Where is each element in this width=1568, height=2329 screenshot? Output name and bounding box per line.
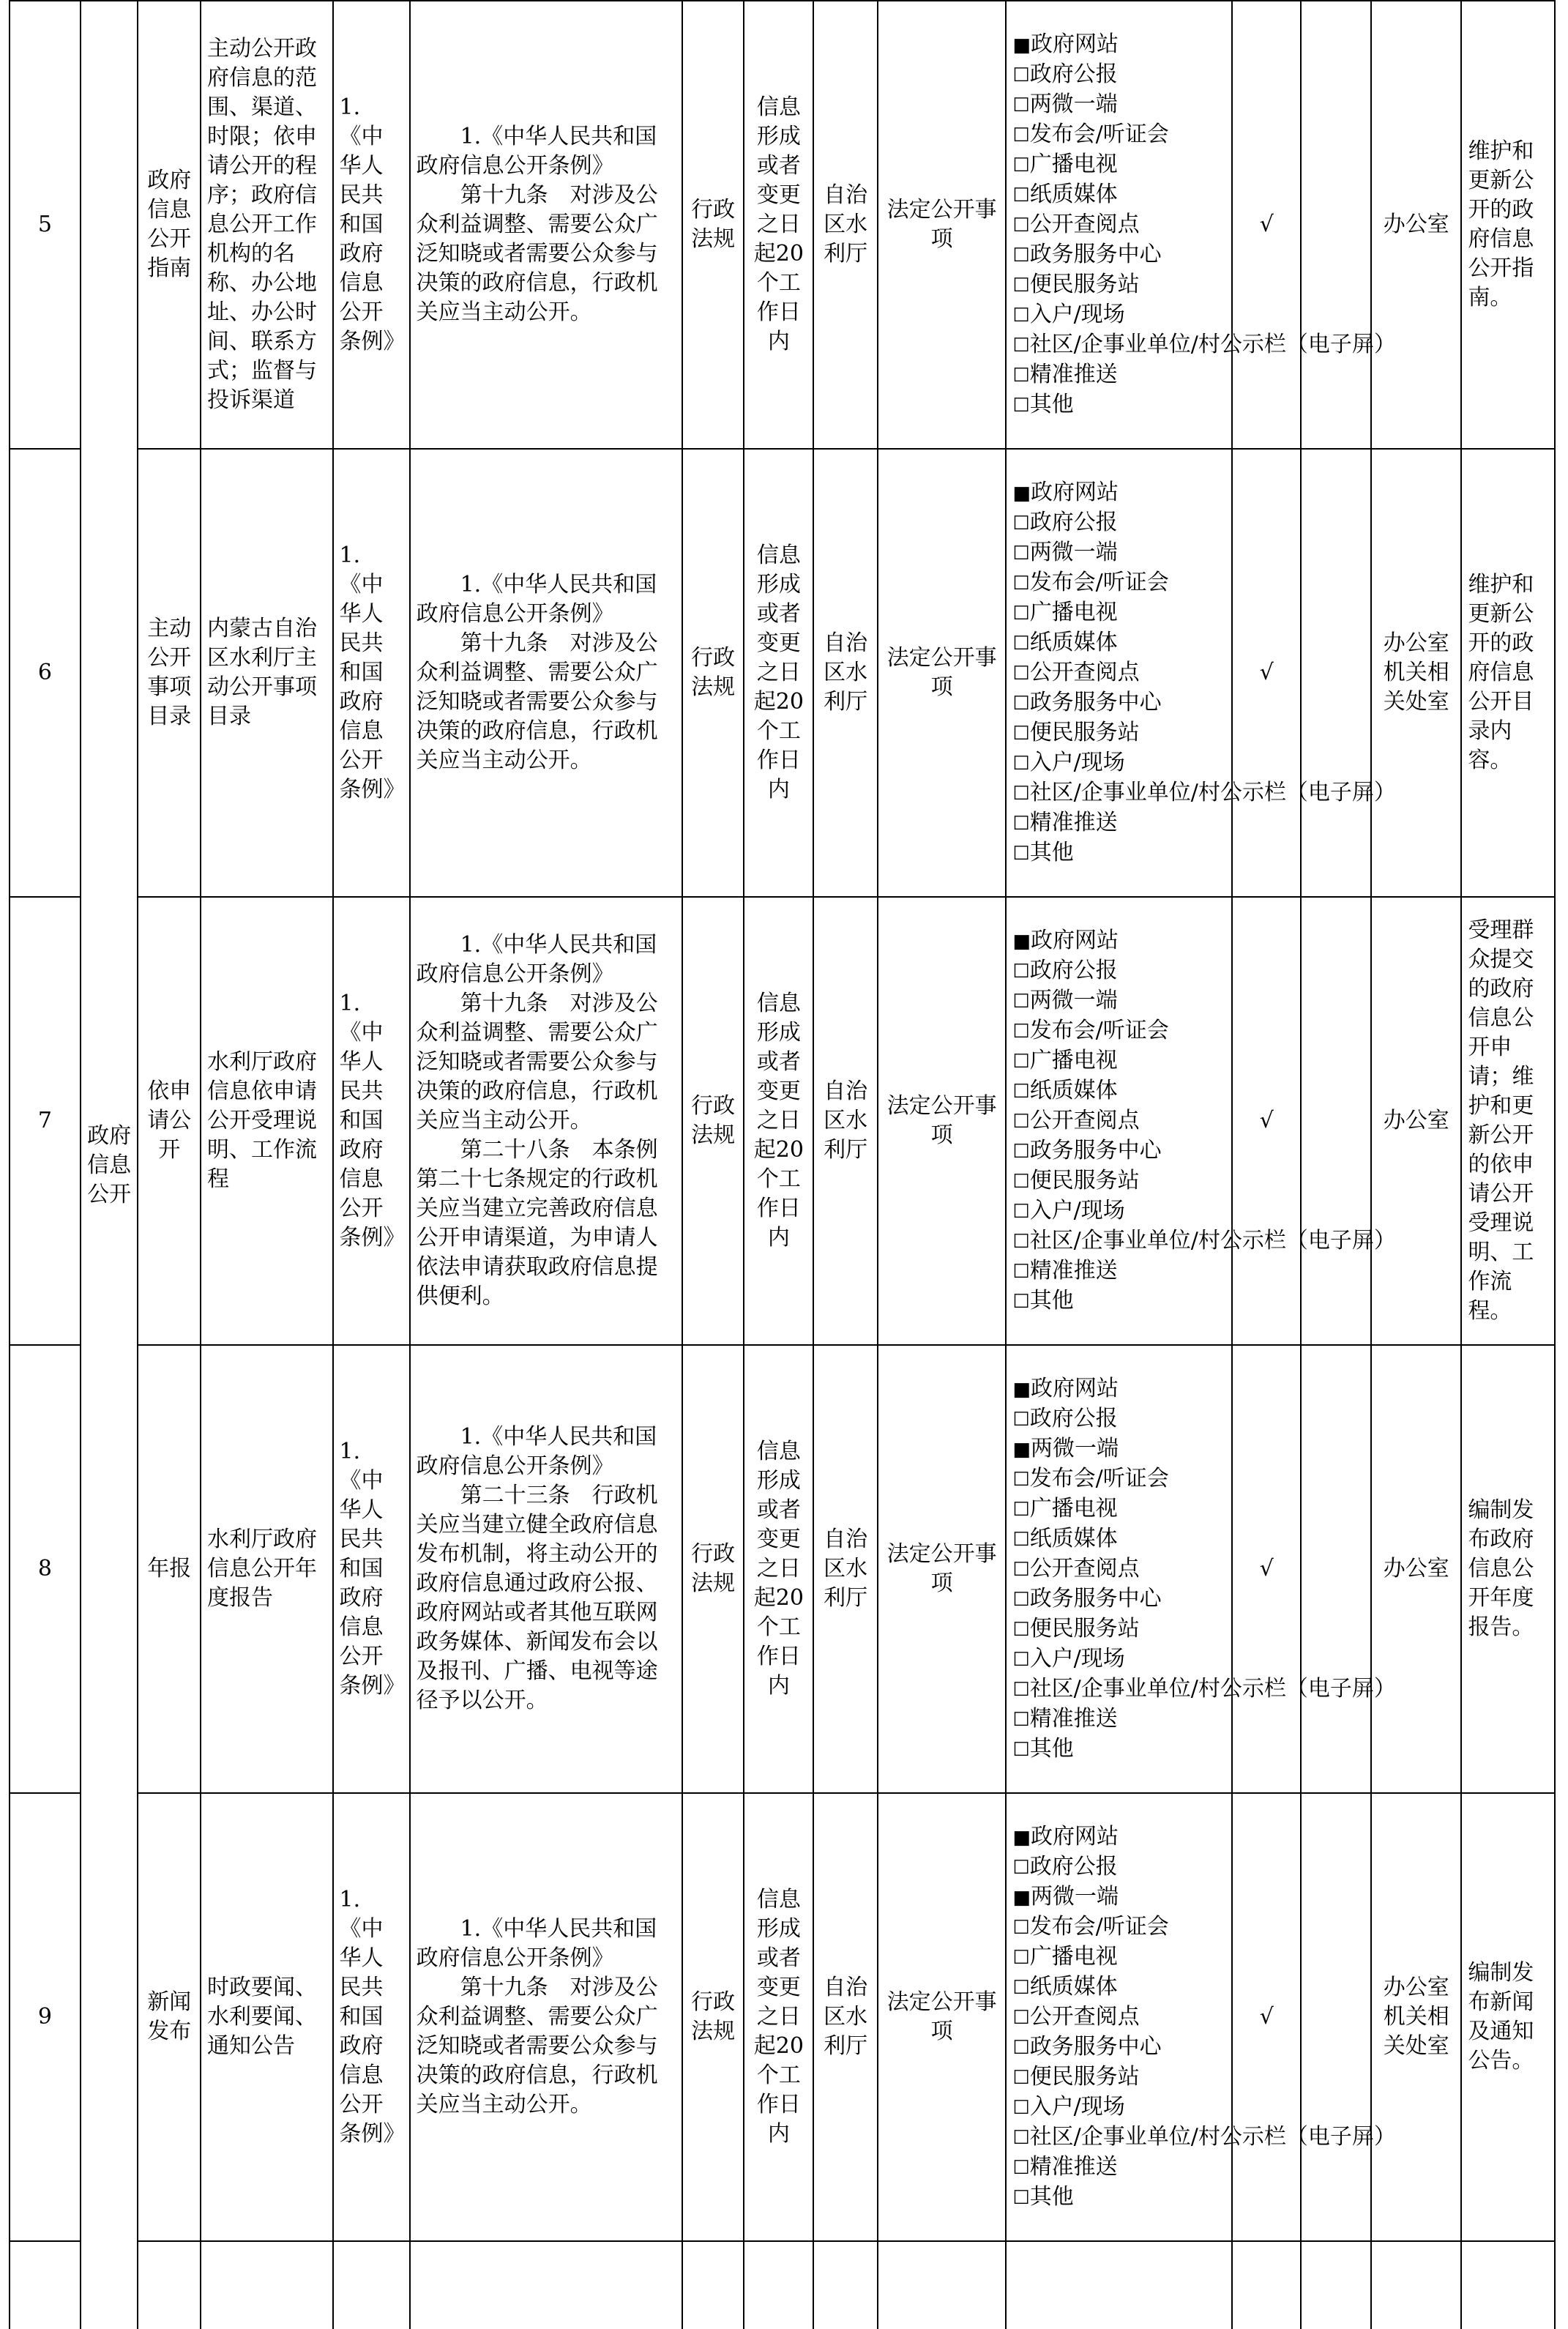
unchecked-box-icon: ☐: [1012, 394, 1030, 417]
unchecked-box-icon: ☐: [1012, 214, 1030, 236]
law-cell: 1.《中华人民共和国政府信息公开条例》: [333, 897, 410, 1345]
unchecked-box-icon: ☐: [1012, 1230, 1030, 1253]
department-cell: 办公室: [1371, 897, 1461, 1345]
subject-cell: 自治区水利厅: [813, 897, 878, 1345]
channel-option: [1012, 1106, 1225, 1136]
channel-label: 纸质媒体: [1029, 1077, 1118, 1103]
unchecked-box-icon: ☐: [1012, 124, 1030, 146]
channel-label: 政府网站: [1030, 31, 1119, 57]
channel-label: 其他: [1029, 1287, 1074, 1313]
table-body: [10, 1, 1555, 2329]
level-cell: 行政法规: [682, 1793, 744, 2241]
scope-cell: 法定公开事项: [878, 1345, 1006, 1793]
empty-cell: [1461, 2241, 1555, 2329]
department-cell: 办公室机关相关处室: [1371, 1793, 1461, 2241]
subject-cell: 自治区水利厅: [813, 449, 878, 897]
basis-paragraph: 1.《中华人民共和国政府信息公开条例》: [416, 932, 657, 987]
channel-label: 精准推送: [1029, 809, 1118, 835]
channel-label: 政务服务中心: [1029, 2033, 1162, 2060]
channel-option: [1012, 1286, 1225, 1316]
channel-label: 社区/企事业单位/村公示栏（电子屏）: [1029, 2123, 1396, 2150]
unchecked-box-icon: ☐: [1012, 2066, 1030, 2089]
basis-paragraph: 第二十八条 本条例第二十七条规定的行政机关应当建立完善政府信息公开申请渠道，为申请人依法申请获取政府信息提供便利。: [416, 1137, 658, 1309]
channels-cell: [1006, 1345, 1396, 1793]
channel-option: [1012, 538, 1225, 568]
channel-option: [1012, 1256, 1225, 1286]
channel-option: [1012, 1942, 1225, 1972]
checked-box-icon: ■: [1012, 1378, 1031, 1401]
unchecked-box-icon: ☐: [1012, 602, 1030, 625]
basis-paragraph: 第二十三条 行政机关应当建立健全政府信息发布机制，将主动公开的政府信息通过政府公报、政府网站或者其他互联网政务媒体、新闻发布会以及报刊、广播、电视等途径予以公开。: [416, 1483, 658, 1713]
department-cell: 办公室: [1371, 1345, 1461, 1793]
blank-cell: [1301, 1, 1371, 449]
channel-option: [1012, 986, 1225, 1016]
unchecked-box-icon: ☐: [1012, 512, 1030, 534]
disclosure-table: [9, 0, 1556, 2329]
table-row: [10, 1793, 1555, 2241]
channel-option: [1012, 1016, 1225, 1046]
unchecked-box-icon: ☐: [1012, 94, 1030, 116]
channel-option: [1012, 1076, 1225, 1106]
item-name: 新闻发布: [138, 1793, 201, 2241]
channel-label: 政府网站: [1030, 1823, 1119, 1849]
blank-cell: [1301, 449, 1371, 897]
tick-cell: √: [1232, 1345, 1301, 1793]
basis-cell: [410, 449, 682, 897]
channel-label: 政务服务中心: [1029, 241, 1162, 267]
channel-option: [1012, 748, 1225, 778]
channel-label: 政府网站: [1030, 927, 1119, 953]
item-name: 年报: [138, 1345, 201, 1793]
basis-cell: [410, 897, 682, 1345]
channels-cell: [1006, 449, 1396, 897]
channel-label: 广播电视: [1029, 599, 1118, 625]
unchecked-box-icon: ☐: [1012, 812, 1030, 835]
checked-box-icon: ■: [1012, 1826, 1031, 1849]
basis-paragraph: 1.《中华人民共和国政府信息公开条例》: [416, 1424, 657, 1479]
unchecked-box-icon: ☐: [1012, 304, 1030, 327]
basis-paragraph: 第十九条 对涉及公众利益调整、需要公众广泛知晓或者需要公众参与决策的政府信息，行政机关应当主动公开。: [416, 630, 658, 773]
channel-option: [1012, 1882, 1225, 1912]
unchecked-box-icon: ☐: [1012, 2036, 1030, 2059]
unchecked-box-icon: ☐: [1012, 1648, 1030, 1671]
level-cell: 行政法规: [682, 449, 744, 897]
channel-option: [1012, 1404, 1225, 1434]
item-name: 政府信息公开指南: [138, 1, 201, 449]
unchecked-box-icon: ☐: [1012, 1528, 1030, 1551]
channel-label: 政府网站: [1030, 1375, 1119, 1401]
channel-label: 纸质媒体: [1029, 181, 1118, 207]
channel-option: [1012, 568, 1225, 598]
row-number: 5: [10, 1, 81, 449]
unchecked-box-icon: ☐: [1012, 2096, 1030, 2119]
tick-cell: √: [1232, 1, 1301, 449]
unchecked-box-icon: ☐: [1012, 572, 1030, 595]
channel-label: 便民服务站: [1029, 271, 1140, 297]
unchecked-box-icon: ☐: [1012, 1468, 1030, 1491]
unchecked-box-icon: ☐: [1012, 1678, 1030, 1701]
law-cell: 1.《中华人民共和国政府信息公开条例》: [333, 1, 410, 449]
blank-cell: [1301, 897, 1371, 1345]
channel-label: 社区/企事业单位/村公示栏（电子屏）: [1029, 1675, 1396, 1702]
unchecked-box-icon: ☐: [1012, 782, 1030, 805]
channel-label: 政务服务中心: [1029, 1585, 1162, 1611]
table-row: [10, 449, 1555, 897]
channel-option: [1012, 1524, 1225, 1554]
channel-option: [1012, 1644, 1225, 1674]
channel-option: [1012, 60, 1225, 90]
blank-cell: [1301, 1793, 1371, 2241]
table-row: [10, 1, 1555, 449]
unchecked-box-icon: ☐: [1012, 1618, 1030, 1641]
table-row: [10, 897, 1555, 1345]
checked-box-icon: ■: [1012, 930, 1031, 953]
channel-option: [1012, 2062, 1225, 2093]
row-number: 9: [10, 1793, 81, 2241]
channel-option: [1012, 598, 1225, 628]
unchecked-box-icon: ☐: [1012, 752, 1030, 775]
channel-label: 入户/现场: [1029, 1645, 1125, 1672]
channel-label: 政府公报: [1029, 61, 1118, 87]
channel-option: [1012, 956, 1225, 986]
channel-option: [1012, 210, 1225, 240]
channel-label: 政务服务中心: [1029, 689, 1162, 715]
department-cell: 办公室: [1371, 1, 1461, 449]
unchecked-box-icon: ☐: [1012, 632, 1030, 655]
unchecked-box-icon: ☐: [1012, 990, 1030, 1013]
channel-label: 政府公报: [1029, 1853, 1118, 1879]
channel-label: 两微一端: [1029, 91, 1118, 117]
subject-cell: 自治区水利厅: [813, 1345, 878, 1793]
channel-option: [1012, 1674, 1396, 1704]
channel-option: [1012, 390, 1225, 420]
unchecked-box-icon: ☐: [1012, 334, 1030, 357]
note-cell: 维护和更新公开的政府信息公开指南。: [1461, 1, 1555, 449]
empty-cell: [1371, 2241, 1461, 2329]
channel-option: [1012, 1046, 1225, 1076]
channel-option: [1012, 1226, 1396, 1256]
channel-label: 入户/现场: [1029, 1197, 1125, 1223]
basis-paragraph: 1.《中华人民共和国政府信息公开条例》: [416, 124, 657, 179]
row-number: 8: [10, 1345, 81, 1793]
basis-cell: [410, 1793, 682, 2241]
unchecked-box-icon: ☐: [1012, 1260, 1030, 1283]
channel-option: [1012, 1136, 1225, 1166]
channel-option: [1012, 330, 1396, 360]
channel-option: [1012, 90, 1225, 120]
checked-box-icon: ■: [1012, 482, 1031, 504]
channel-label: 精准推送: [1029, 2153, 1118, 2180]
channel-label: 纸质媒体: [1029, 1525, 1118, 1551]
checked-box-icon: ■: [1012, 34, 1031, 56]
channel-option: [1012, 240, 1225, 270]
channel-option: [1012, 270, 1225, 300]
channel-option: [1012, 1822, 1225, 1852]
row-number: 6: [10, 449, 81, 897]
channel-option: [1012, 658, 1225, 688]
blank-cell: [1301, 1345, 1371, 1793]
channel-label: 发布会/听证会: [1029, 121, 1169, 147]
channel-label: 发布会/听证会: [1029, 1913, 1169, 1939]
channel-option: [1012, 2093, 1225, 2123]
channel-label: 入户/现场: [1029, 749, 1125, 775]
channel-option: [1012, 30, 1225, 60]
law-cell: 1.《中华人民共和国政府信息公开条例》: [333, 449, 410, 897]
channel-option: [1012, 2032, 1225, 2062]
channel-label: 两微一端: [1030, 1435, 1119, 1461]
unchecked-box-icon: ☐: [1012, 154, 1030, 176]
channel-option: [1012, 718, 1225, 748]
level-cell: 行政法规: [682, 1, 744, 449]
item-name: 主动公开事项目录: [138, 449, 201, 897]
channel-option: [1012, 1734, 1225, 1765]
basis-cell: [410, 1, 682, 449]
empty-cell: [682, 2241, 744, 2329]
row-number: 7: [10, 897, 81, 1345]
channel-label: 公开查阅点: [1029, 211, 1140, 237]
empty-cell: [1301, 2241, 1371, 2329]
level-cell: 行政法规: [682, 897, 744, 1345]
content-cell: 水利厅政府信息公开年度报告: [201, 1345, 333, 1793]
checked-box-icon: ■: [1012, 1886, 1031, 1909]
channel-option: [1012, 1464, 1225, 1494]
basis-paragraph: 第十九条 对涉及公众利益调整、需要公众广泛知晓或者需要公众参与决策的政府信息，行政机关应当主动公开。: [416, 1975, 658, 2117]
channel-option: [1012, 2153, 1225, 2183]
empty-cell: [333, 2241, 410, 2329]
channel-option: [1012, 1852, 1225, 1882]
note-cell: 受理群众提交的政府信息公开申请；维护和更新公开的依申请公开受理说明、工作流程。: [1461, 897, 1555, 1345]
channel-label: 社区/企事业单位/村公示栏（电子屏）: [1029, 331, 1396, 357]
scope-cell: 法定公开事项: [878, 1, 1006, 449]
channel-label: 公开查阅点: [1029, 1555, 1140, 1581]
unchecked-box-icon: ☐: [1012, 1738, 1030, 1761]
unchecked-box-icon: ☐: [1012, 1050, 1030, 1073]
unchecked-box-icon: ☐: [1012, 842, 1030, 865]
unchecked-box-icon: ☐: [1012, 1290, 1030, 1313]
unchecked-box-icon: ☐: [1012, 692, 1030, 715]
channel-label: 发布会/听证会: [1029, 1017, 1169, 1043]
unchecked-box-icon: ☐: [1012, 1856, 1030, 1879]
channel-option: [1012, 2183, 1225, 2213]
channel-option: [1012, 1196, 1225, 1226]
channel-label: 便民服务站: [1029, 2063, 1140, 2090]
empty-cell: [1006, 2241, 1232, 2329]
unchecked-box-icon: ☐: [1012, 960, 1030, 983]
content-cell: 内蒙古自治区水利厅主动公开事项目录: [201, 449, 333, 897]
unchecked-box-icon: ☐: [1012, 274, 1030, 297]
empty-cell: [201, 2241, 333, 2329]
basis-cell: [410, 1345, 682, 1793]
unchecked-box-icon: ☐: [1012, 1498, 1030, 1521]
channel-label: 纸质媒体: [1029, 1973, 1118, 2000]
channel-option: [1012, 688, 1225, 718]
basis-paragraph: 第十九条 对涉及公众利益调整、需要公众广泛知晓或者需要公众参与决策的政府信息，行政机关应当主动公开。: [416, 991, 658, 1133]
level-cell: 行政法规: [682, 1345, 744, 1793]
unchecked-box-icon: ☐: [1012, 2186, 1030, 2209]
law-cell: 1.《中华人民共和国政府信息公开条例》: [333, 1793, 410, 2241]
unchecked-box-icon: ☐: [1012, 244, 1030, 267]
content-cell: 时政要闻、水利要闻、通知公告: [201, 1793, 333, 2241]
channels-cell: [1006, 897, 1396, 1345]
channel-option: [1012, 1704, 1225, 1734]
channel-option: [1012, 1912, 1225, 1942]
channel-label: 两微一端: [1029, 987, 1118, 1013]
channel-option: [1012, 150, 1225, 180]
channel-label: 便民服务站: [1029, 1167, 1140, 1193]
channel-label: 精准推送: [1029, 361, 1118, 387]
channel-label: 发布会/听证会: [1029, 569, 1169, 595]
note-cell: 编制发布新闻及通知公告。: [1461, 1793, 1555, 2241]
channel-label: 入户/现场: [1029, 301, 1125, 327]
unchecked-box-icon: ☐: [1012, 2156, 1030, 2179]
channel-label: 政务服务中心: [1029, 1137, 1162, 1163]
tick-cell: √: [1232, 1793, 1301, 2241]
unchecked-box-icon: ☐: [1012, 1946, 1030, 1969]
channel-label: 其他: [1029, 839, 1074, 865]
channel-label: 入户/现场: [1029, 2093, 1125, 2120]
unchecked-box-icon: ☐: [1012, 184, 1030, 206]
empty-cell: [1232, 2241, 1301, 2329]
channel-option: [1012, 1554, 1225, 1584]
channel-option: [1012, 2002, 1225, 2032]
unchecked-box-icon: ☐: [1012, 722, 1030, 745]
unchecked-box-icon: ☐: [1012, 2006, 1030, 2029]
channel-label: 公开查阅点: [1029, 659, 1140, 685]
content-cell: 水利厅政府信息依申请公开受理说明、工作流程: [201, 897, 333, 1345]
unchecked-box-icon: ☐: [1012, 1020, 1030, 1043]
channel-option: [1012, 1374, 1225, 1404]
channel-label: 公开查阅点: [1029, 1107, 1140, 1133]
note-cell: 编制发布政府信息公开年度报告。: [1461, 1345, 1555, 1793]
department-cell: 办公室机关相关处室: [1371, 449, 1461, 897]
unchecked-box-icon: ☐: [1012, 542, 1030, 564]
time-limit-cell: 信息形成或者变更之日起20个工作日内: [744, 449, 813, 897]
unchecked-box-icon: ☐: [1012, 1140, 1030, 1163]
basis-paragraph: 第十九条 对涉及公众利益调整、需要公众广泛知晓或者需要公众参与决策的政府信息，行政机关应当主动公开。: [416, 182, 658, 325]
subject-cell: 自治区水利厅: [813, 1, 878, 449]
channel-label: 社区/企事业单位/村公示栏（电子屏）: [1029, 1227, 1396, 1253]
basis-paragraph: 1.《中华人民共和国政府信息公开条例》: [416, 572, 657, 627]
channel-option: [1012, 478, 1225, 508]
empty-cell: [410, 2241, 682, 2329]
channel-option: [1012, 1614, 1225, 1644]
unchecked-box-icon: ☐: [1012, 1708, 1030, 1731]
channel-label: 发布会/听证会: [1029, 1465, 1169, 1491]
scope-cell: 法定公开事项: [878, 1793, 1006, 2241]
channel-option: [1012, 926, 1225, 956]
time-limit-cell: 信息形成或者变更之日起20个工作日内: [744, 897, 813, 1345]
channel-label: 政府网站: [1030, 479, 1119, 505]
channel-label: 社区/企事业单位/村公示栏（电子屏）: [1029, 779, 1396, 805]
channel-option: [1012, 300, 1225, 330]
empty-cell: [878, 2241, 1006, 2329]
channel-label: 两微一端: [1030, 1883, 1119, 1909]
time-limit-cell: 信息形成或者变更之日起20个工作日内: [744, 1345, 813, 1793]
channel-option: [1012, 1434, 1225, 1464]
law-cell: 1.《中华人民共和国政府信息公开条例》: [333, 1345, 410, 1793]
empty-cell: [744, 2241, 813, 2329]
channel-label: 广播电视: [1029, 1495, 1118, 1521]
checked-box-icon: ■: [1012, 1438, 1031, 1461]
channel-label: 其他: [1029, 2183, 1074, 2210]
table-row: [10, 1345, 1555, 1793]
content-cell: 主动公开政府信息的范围、渠道、时限；依申请公开的程序；政府信息公开工作机构的名称、办公地址、办公时间、联系方式；监督与投诉渠道: [201, 1, 333, 449]
channel-label: 便民服务站: [1029, 1615, 1140, 1642]
unchecked-box-icon: ☐: [1012, 1170, 1030, 1193]
category-cell: 政府信息公开: [81, 1, 138, 2329]
channels-cell: [1006, 1, 1396, 449]
channel-option: [1012, 808, 1225, 838]
channel-label: 政府公报: [1029, 509, 1118, 535]
tick-cell: √: [1232, 449, 1301, 897]
channel-option: [1012, 628, 1225, 658]
channel-label: 便民服务站: [1029, 719, 1140, 745]
unchecked-box-icon: ☐: [1012, 364, 1030, 387]
unchecked-box-icon: ☐: [1012, 1558, 1030, 1581]
empty-cell: [138, 2241, 201, 2329]
empty-cell: [813, 2241, 878, 2329]
channel-option: [1012, 120, 1225, 150]
subject-cell: 自治区水利厅: [813, 1793, 878, 2241]
channel-option: [1012, 1584, 1225, 1614]
channel-label: 精准推送: [1029, 1705, 1118, 1732]
unchecked-box-icon: ☐: [1012, 1588, 1030, 1611]
item-name: 依申请公开: [138, 897, 201, 1345]
unchecked-box-icon: ☐: [1012, 1976, 1030, 1999]
unchecked-box-icon: ☐: [1012, 1110, 1030, 1133]
channel-option: [1012, 778, 1396, 808]
channel-label: 政府公报: [1029, 1405, 1118, 1431]
channels-cell: [1006, 1793, 1396, 2241]
unchecked-box-icon: ☐: [1012, 1080, 1030, 1103]
channel-option: [1012, 838, 1225, 868]
channel-option: [1012, 2123, 1396, 2153]
scope-cell: 法定公开事项: [878, 897, 1006, 1345]
channel-label: 广播电视: [1029, 1943, 1118, 1970]
channel-label: 纸质媒体: [1029, 629, 1118, 655]
time-limit-cell: 信息形成或者变更之日起20个工作日内: [744, 1793, 813, 2241]
channel-label: 广播电视: [1029, 151, 1118, 177]
empty-cell: [10, 2241, 81, 2329]
channel-option: [1012, 508, 1225, 538]
tick-cell: √: [1232, 897, 1301, 1345]
basis-paragraph: 1.《中华人民共和国政府信息公开条例》: [416, 1916, 657, 1971]
channel-option: [1012, 360, 1225, 390]
channel-label: 精准推送: [1029, 1257, 1118, 1283]
channel-label: 广播电视: [1029, 1047, 1118, 1073]
channel-label: 公开查阅点: [1029, 2003, 1140, 2030]
unchecked-box-icon: ☐: [1012, 1916, 1030, 1939]
channel-option: [1012, 1972, 1225, 2002]
unchecked-box-icon: ☐: [1012, 64, 1030, 86]
channel-label: 两微一端: [1029, 539, 1118, 565]
unchecked-box-icon: ☐: [1012, 2126, 1030, 2149]
note-cell: 维护和更新公开的政府信息公开目录内容。: [1461, 449, 1555, 897]
channel-option: [1012, 180, 1225, 210]
unchecked-box-icon: ☐: [1012, 662, 1030, 685]
unchecked-box-icon: ☐: [1012, 1408, 1030, 1431]
scope-cell: 法定公开事项: [878, 449, 1006, 897]
table-row-partial: [10, 2241, 1555, 2329]
channel-label: 政府公报: [1029, 957, 1118, 983]
time-limit-cell: 信息形成或者变更之日起20个工作日内: [744, 1, 813, 449]
channel-label: 其他: [1029, 1735, 1074, 1762]
channel-label: 其他: [1029, 391, 1074, 417]
channel-option: [1012, 1494, 1225, 1524]
channel-option: [1012, 1166, 1225, 1196]
unchecked-box-icon: ☐: [1012, 1200, 1030, 1223]
